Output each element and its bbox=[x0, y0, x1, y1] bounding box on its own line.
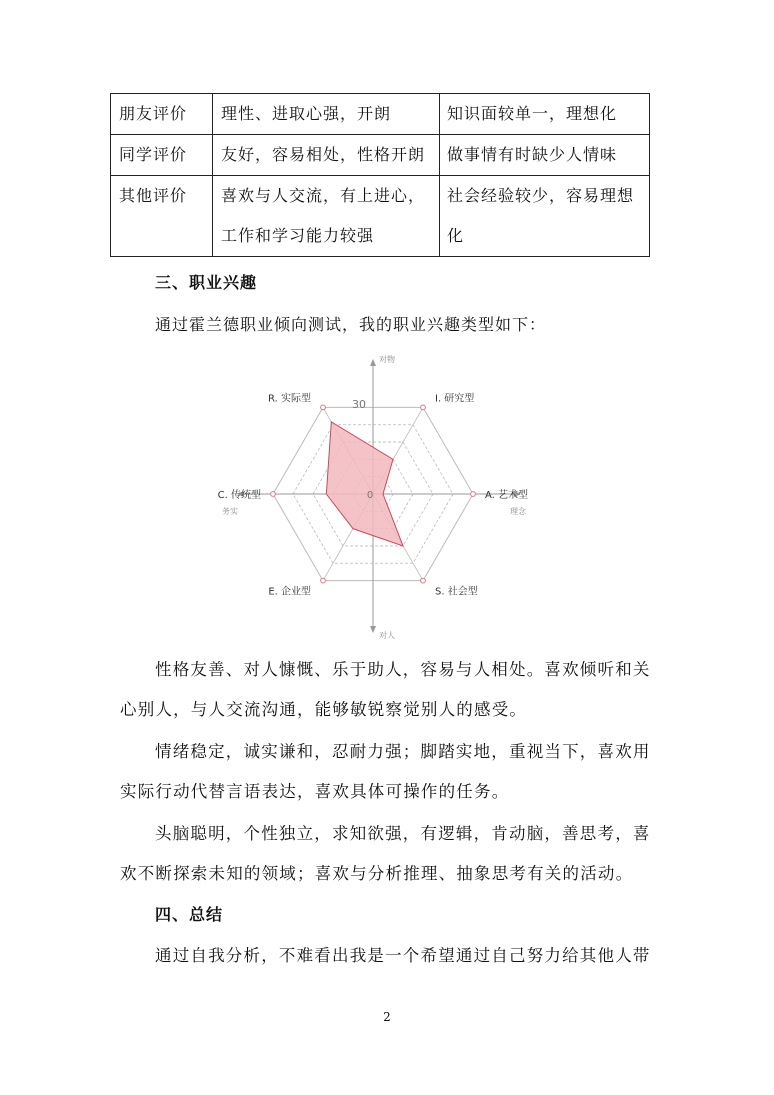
paragraph-2-line-1: 情绪稳定，诚实谦和，忍耐力强；脚踏实地，重视当下，喜欢用 bbox=[155, 742, 651, 761]
table-row bbox=[111, 135, 650, 176]
radar-vertex-point bbox=[321, 578, 326, 583]
paragraph-2-line-2: 实际行动代替言语表达，喜欢具体可操作的任务。 bbox=[120, 782, 510, 801]
pole-label-top: 对物 bbox=[379, 355, 395, 364]
weaknesses-cell: 做事情有时缺少人情味 bbox=[440, 135, 650, 176]
strengths-cell: 喜欢与人交流，有上进心， 工作和学习能力较强 bbox=[213, 176, 440, 257]
radar-data-area bbox=[326, 422, 403, 546]
radar-vertex-point bbox=[271, 492, 276, 497]
section4-heading: 四、总结 bbox=[155, 905, 224, 924]
paragraph-1-line-2: 心别人，与人交流沟通，能够敏锐察觉别人的感受。 bbox=[120, 700, 528, 719]
paragraph-3-line-2: 欢不断探索未知的领域；喜欢与分析推理、抽象思考有关的活动。 bbox=[120, 864, 634, 883]
radar-vertex-point bbox=[321, 405, 326, 410]
evaluation-table bbox=[110, 93, 650, 257]
radar-vertex-point bbox=[471, 492, 476, 497]
strengths-cell: 友好，容易相处，性格开朗 bbox=[213, 135, 440, 176]
section3-intro: 通过霍兰德职业倾向测试，我的职业兴趣类型如下： bbox=[155, 315, 547, 334]
weaknesses-cell: 知识面较单一，理想化 bbox=[440, 94, 650, 135]
tick-label-max: 30 bbox=[352, 398, 366, 411]
axis-arrow-top bbox=[370, 359, 376, 366]
radar-axis-label: E. 企业型 bbox=[268, 586, 311, 598]
pole-label-bottom: 对人 bbox=[379, 631, 395, 640]
row-label: 其他评价 bbox=[111, 176, 213, 257]
row-label: 同学评价 bbox=[111, 135, 213, 176]
axis-arrow-bottom bbox=[370, 626, 376, 633]
paragraph-3-line-1: 头脑聪明，个性独立，求知欲强，有逻辑，肯动脑，善思考，喜 bbox=[155, 824, 651, 843]
radar-axis-label: I. 研究型 bbox=[435, 393, 475, 405]
radar-vertex-point bbox=[421, 405, 426, 410]
pole-label-right: 理念 bbox=[510, 507, 526, 516]
radar-axis-label: A. 艺术型 bbox=[485, 490, 529, 501]
table-row bbox=[111, 176, 650, 257]
radar-axis-label: S. 社会型 bbox=[435, 586, 478, 598]
tick-label-min: 0 bbox=[366, 490, 374, 501]
paragraph-1-line-1: 性格友善、对人慷慨、乐于助人，容易与人相处。喜欢倾听和关 bbox=[155, 660, 651, 679]
row-label: 朋友评价 bbox=[111, 94, 213, 135]
strengths-cell: 理性、进取心强，开朗 bbox=[213, 94, 440, 135]
section3-heading: 三、职业兴趣 bbox=[155, 273, 258, 292]
holland-radar-chart bbox=[200, 348, 560, 644]
radar-vertex-point bbox=[421, 578, 426, 583]
weaknesses-cell: 社会经验较少，容易理想 化 bbox=[440, 176, 650, 257]
page-number: 2 bbox=[383, 1010, 391, 1024]
radar-axis-label: R. 实际型 bbox=[268, 393, 311, 405]
section4-text: 通过自我分析，不难看出我是一个希望通过自己努力给其他人带 bbox=[155, 946, 651, 965]
radar-axis-label: C. 传统型 bbox=[217, 490, 261, 501]
pole-label-left: 务实 bbox=[222, 507, 238, 516]
table-row bbox=[111, 94, 650, 135]
